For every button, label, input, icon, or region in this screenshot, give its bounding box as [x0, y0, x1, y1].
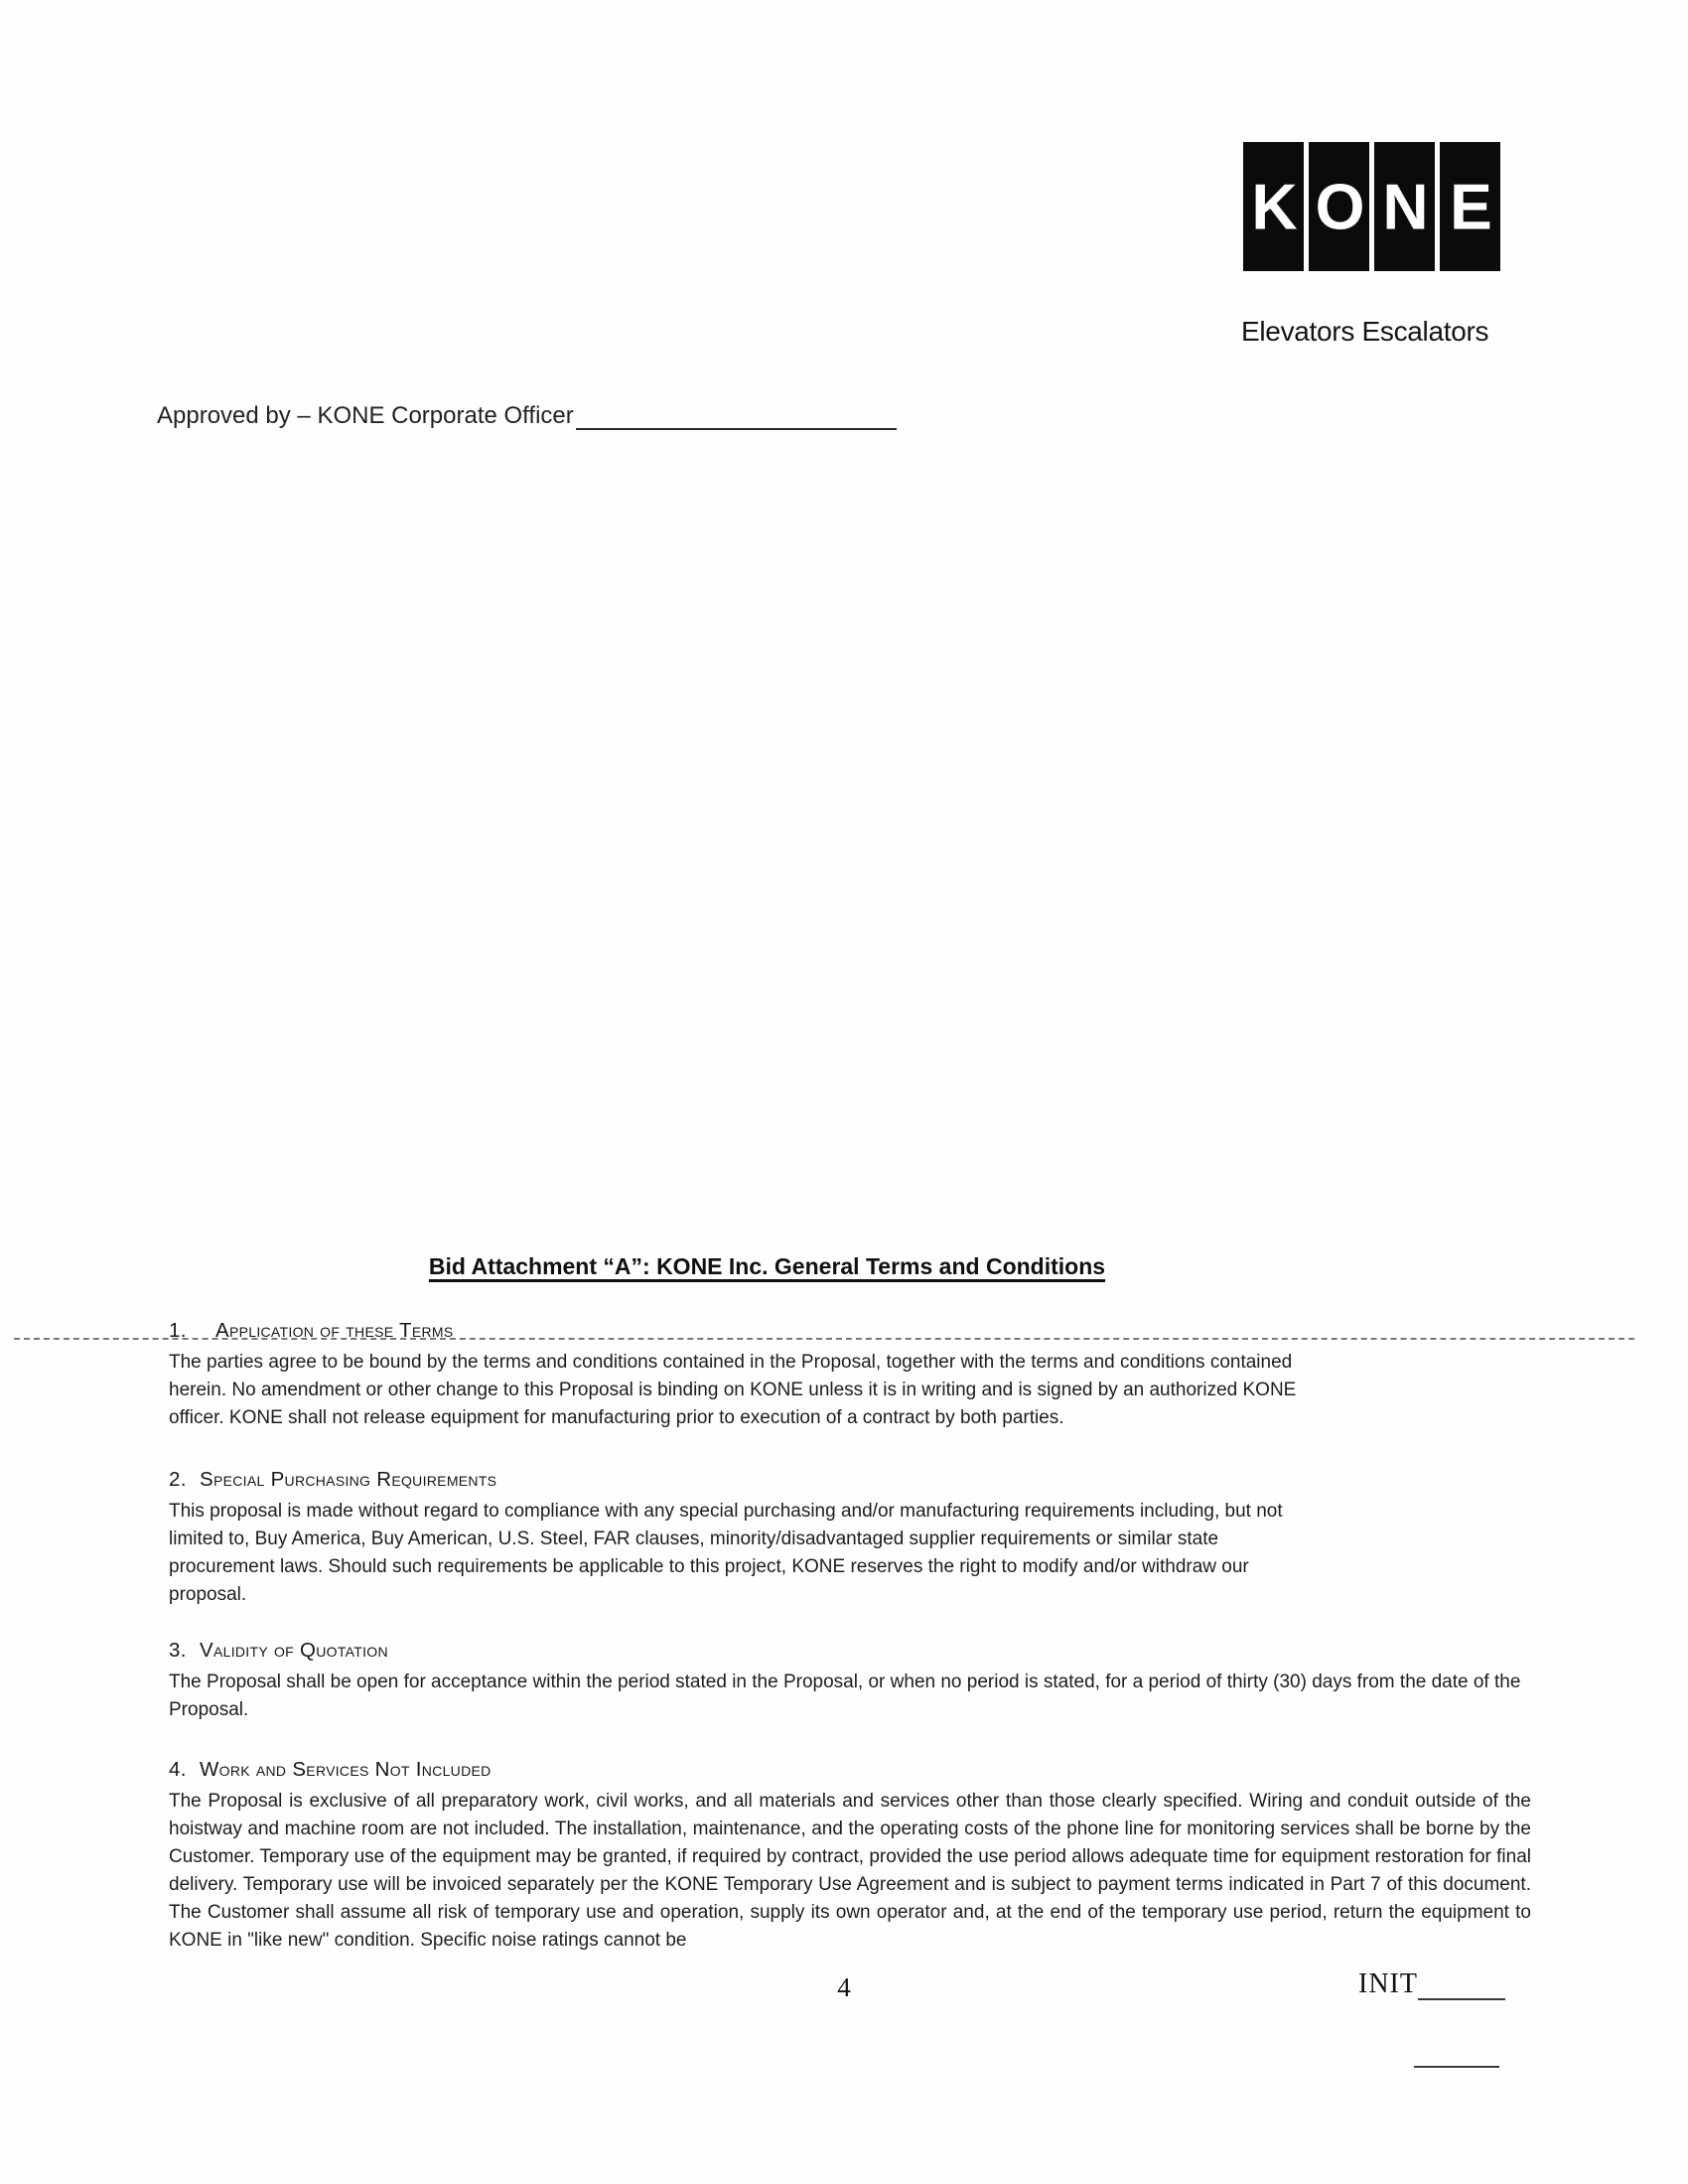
footer-page-number: 4 — [837, 1972, 851, 2002]
section-number: 3. — [169, 1639, 187, 1662]
section-validity-of-quotation — [169, 1639, 1531, 1724]
section-work-and-services-not-included — [169, 1758, 1531, 1955]
footer-init-block — [1358, 1968, 1505, 2000]
section-number: 1. — [169, 1319, 187, 1342]
logo-tile — [1243, 142, 1304, 271]
section-number: 2. — [169, 1468, 187, 1491]
footer-init-line — [1418, 1970, 1505, 2000]
logo-letter-e: E — [1450, 170, 1490, 243]
logo-tile — [1374, 142, 1435, 271]
logo-letter-n: N — [1382, 170, 1427, 243]
section-heading-text: Application of these Terms — [215, 1319, 454, 1342]
document-title — [0, 1253, 1534, 1280]
section-heading-text: Validity of Quotation — [200, 1639, 388, 1662]
section-heading — [169, 1639, 1531, 1663]
logo-letter-o: O — [1315, 170, 1363, 243]
section-number: 4. — [169, 1758, 187, 1781]
signature-line — [576, 402, 897, 430]
section-heading — [169, 1468, 1321, 1492]
section-heading — [169, 1319, 1321, 1343]
section-body: The parties agree to be bound by the terms and conditions contained in the Proposal, together with the terms and conditions contained herein. No amendment or other change to this Proposal is binding on KONE unless it is in writing and is signed by an authorized KONE officer. KONE shall not release equipment for manufacturing prior to execution of a contract by both parties. — [169, 1352, 1297, 1428]
footer-blank-line — [1414, 2066, 1499, 2068]
section-heading — [169, 1758, 1531, 1782]
section-body: The Proposal is exclusive of all preparatory work, civil works, and all materials and services other than those clearly specified. Wiring and conduit outside of the hoistway and machine room are not included. The installation, maintenance, and the operating costs of the phone line for monitoring services shall be borne by the Customer. Temporary use of the equipment may be granted, if required by contract, provided the use period allows adequate time for equipment restoration for final delivery. Temporary use will be invoiced separately per the KONE Temporary Use Agreement and is subject to payment terms indicated in Part 7 of this document. The Customer shall assume all risk of temporary use and operation, supply its own operator and, at the end of the temporary use period, return the equipment to KONE in "like new" condition. Specific noise ratings cannot be — [169, 1791, 1531, 1951]
section-body: The Proposal shall be open for acceptance within the period stated in the Proposal, or when no period is stated, for a period of thirty (30) days from the date of the Proposal. — [169, 1672, 1521, 1720]
kone-logo — [1243, 142, 1500, 271]
logo-letter-k: K — [1251, 170, 1296, 243]
approval-row — [157, 402, 897, 430]
section-heading-text: Special Purchasing Requirements — [200, 1468, 497, 1491]
document-title-text: Bid Attachment “A”: KONE Inc. General Terms and Conditions — [428, 1253, 1106, 1279]
approval-label: Approved by – KONE Corporate Officer — [157, 402, 574, 429]
logo-tagline: Elevators Escalators — [1241, 316, 1489, 347]
section-body: This proposal is made without regard to compliance with any special purchasing and/or manufacturing requirements including, but not limited to, Buy America, Buy American, U.S. Steel, FAR clauses, minority/disadvantaged supplier requirements or similar state procurement laws. Should such requirements be applicable to this project, KONE reserves the right to modify and/or withdraw our proposal. — [169, 1501, 1283, 1605]
section-special-purchasing-requirements — [169, 1468, 1321, 1609]
section-application-of-these-terms — [169, 1319, 1321, 1432]
section-heading-text: Work and Services Not Included — [200, 1758, 492, 1781]
logo-tile — [1309, 142, 1369, 271]
logo-tile — [1440, 142, 1500, 271]
footer-init-label: INIT — [1358, 1968, 1418, 1999]
